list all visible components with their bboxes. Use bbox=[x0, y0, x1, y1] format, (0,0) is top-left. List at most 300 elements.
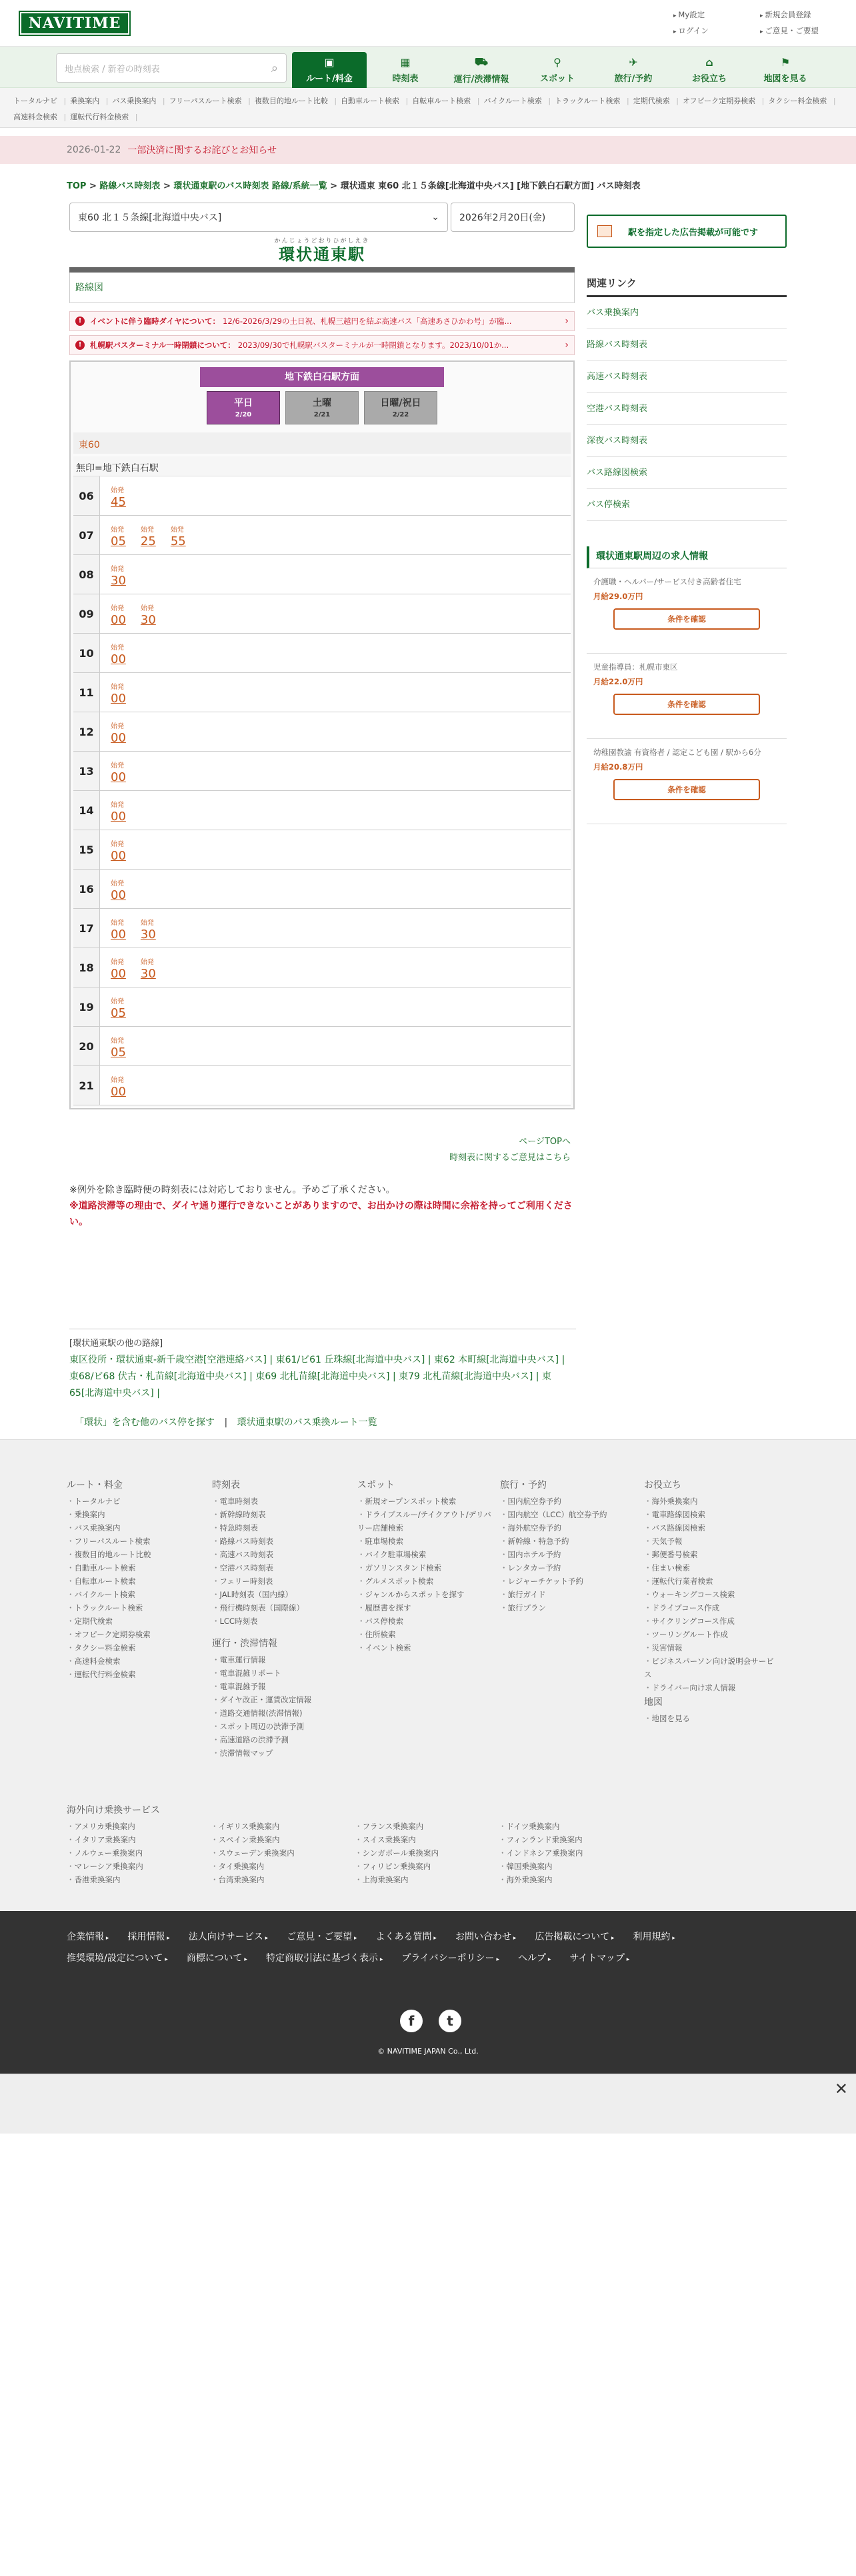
alert-icon: ! bbox=[75, 317, 85, 326]
departure[interactable] bbox=[111, 920, 126, 942]
footer-link[interactable]: ・ ウォーキングコース検索 bbox=[644, 1588, 777, 1601]
login-link[interactable]: ▸ ログイン bbox=[673, 25, 760, 36]
footer-link[interactable]: ・ 運転代行業者検索 bbox=[644, 1575, 777, 1588]
footer-link[interactable]: ・ バイク駐車場検索 bbox=[357, 1548, 494, 1561]
departure[interactable] bbox=[171, 526, 186, 549]
overseas-link[interactable]: ・ タイ乗換案内 bbox=[211, 1860, 355, 1873]
navitime-logo[interactable]: NAVITIME bbox=[19, 11, 131, 36]
subnav-item[interactable]: タクシー料金検索 | bbox=[768, 97, 835, 105]
related-link[interactable]: バス路線図検索 bbox=[587, 457, 787, 489]
breadcrumb-station[interactable]: 環状通東駅のバス時刻表 路線/系統一覧 bbox=[173, 181, 327, 191]
footer-column-title: 旅行・予約 bbox=[500, 1480, 547, 1491]
footer-link[interactable]: ・ 新幹線・特急予約 bbox=[500, 1535, 633, 1548]
alert-event[interactable] bbox=[69, 311, 575, 331]
tab-label: 旅行/予約 bbox=[614, 74, 653, 84]
footer-column bbox=[644, 1479, 777, 1694]
minutes bbox=[100, 634, 134, 672]
footer-column bbox=[644, 1696, 777, 1725]
footer-link[interactable]: ・ ジャンルからスポットを探す bbox=[357, 1588, 494, 1601]
footer-link[interactable]: ・ オフピーク定期券検索 bbox=[67, 1628, 200, 1641]
overseas-link[interactable]: ・ フィンランド乗換案内 bbox=[499, 1833, 643, 1846]
departure[interactable] bbox=[111, 762, 126, 785]
footer-dark-link[interactable]: 採用情報 ▸ bbox=[127, 1927, 169, 1948]
footer-link[interactable]: ・ イベント検索 bbox=[357, 1641, 494, 1654]
subnav-item[interactable]: 定期代検索 | bbox=[633, 97, 679, 105]
day-tab-date: 2/20 bbox=[235, 411, 252, 418]
travel-icon: ✈ bbox=[629, 56, 638, 69]
tab-map[interactable] bbox=[748, 52, 823, 88]
footer-dark-link[interactable]: サイトマップ ▸ bbox=[569, 1948, 629, 1970]
other-routes-title: [環状通東駅の他の路線] bbox=[69, 1339, 163, 1349]
departure-minute[interactable]: 00 bbox=[111, 613, 126, 627]
day-tab-label: 日曜/祝日 bbox=[380, 398, 421, 408]
footer-link[interactable]: ・ ビジネスパーソン向け説明会サービス bbox=[644, 1654, 777, 1681]
tab-spot[interactable] bbox=[520, 52, 595, 88]
related-link[interactable]: 深夜バス時刻表 bbox=[587, 425, 787, 457]
footer-link[interactable]: ・ 旅行プラン bbox=[500, 1601, 633, 1614]
note-temporary: ※例外を除き臨時便の時刻表には対応しておりません。予めご了承ください。 bbox=[69, 1185, 395, 1195]
hour-label: 16 bbox=[73, 870, 100, 908]
other-routes-links[interactable]: 東区役所・環状通東-新千歳空港[空港連絡バス] | 東61/ビ61 丘珠線[北海道中央バス] | 東62 本町線[北海道中央バス] | 東68/ビ68 伏古・札苗線[北海道中央バス] | 東69 北札苗線[北海道中央バス] | 東79 北札苗線[北海道中央バス] | 東65[北海道中央バス] | bbox=[69, 1355, 565, 1399]
departure[interactable] bbox=[111, 959, 126, 981]
footer-link[interactable]: ・ レジャーチケット予約 bbox=[500, 1575, 633, 1588]
footer-overseas bbox=[67, 1804, 787, 1886]
departure-minute[interactable]: 30 bbox=[140, 967, 156, 981]
hour-row bbox=[73, 634, 571, 673]
bus-transfer-route-link[interactable]: 環状通東駅のバス乗換ルート一覧 bbox=[237, 1417, 377, 1428]
departure-origin-label: 始発 bbox=[111, 566, 124, 573]
footer-link[interactable]: ・ 海外航空券予約 bbox=[500, 1521, 633, 1535]
job-title[interactable]: 児童指導員：札幌市東区 bbox=[593, 662, 678, 672]
direction-label: 地下鉄白石駅方面 bbox=[200, 367, 444, 387]
day-tab-date: 2/22 bbox=[392, 411, 409, 418]
select-row bbox=[69, 203, 575, 232]
footer-link[interactable]: ・ フリーパスルート検索 bbox=[67, 1535, 200, 1548]
hour-row bbox=[73, 594, 571, 634]
alert-title: イベントに伴う臨時ダイヤについて： bbox=[90, 317, 221, 326]
departure-minute[interactable]: 05 bbox=[111, 1045, 126, 1059]
overseas-link[interactable]: ・ ノルウェー乗換案内 bbox=[67, 1846, 211, 1860]
subnav-item[interactable]: 運転代行料金検索 | bbox=[70, 113, 137, 121]
footer-dark-link[interactable]: よくある質問 ▸ bbox=[376, 1927, 437, 1948]
search-placeholder: 地点検索 / 新着の時刻表 bbox=[65, 64, 160, 75]
footer-link[interactable]: ・ ドライブスルー/テイクアウト/デリバリー店舗検索 bbox=[357, 1508, 494, 1535]
footer-link[interactable]: ・ 国内航空（LCC）航空券予約 bbox=[500, 1508, 633, 1521]
route-map-link[interactable]: 路線図 bbox=[75, 283, 103, 293]
departure-minute[interactable]: 00 bbox=[111, 731, 126, 745]
footer-link[interactable]: ・ 駐車場検索 bbox=[357, 1535, 494, 1548]
tab-label: 運行/渋滞情報 bbox=[453, 75, 509, 85]
departure-origin-label: 始発 bbox=[140, 605, 154, 612]
footer-column bbox=[212, 1637, 345, 1760]
departure-origin-label: 始発 bbox=[170, 526, 184, 534]
station-ruby: かんじょうどおりひがしえき bbox=[274, 238, 370, 245]
overseas-link[interactable]: ・ イタリア乗換案内 bbox=[67, 1833, 211, 1846]
departure-minute[interactable]: 00 bbox=[111, 967, 126, 981]
gnav-tabs bbox=[292, 52, 823, 88]
minutes bbox=[100, 830, 134, 869]
alert-body: 2023/09/30で札幌駅バスターミナルが一時閉鎖となります。2023/10/01か... bbox=[237, 340, 509, 350]
footer-link[interactable]: ・ レンタカー予約 bbox=[500, 1561, 633, 1575]
related-link[interactable]: 高速バス時刻表 bbox=[587, 361, 787, 393]
subnav-item[interactable]: トラックルート検索 | bbox=[555, 97, 629, 105]
footer-link[interactable]: ・ 乗換案内 bbox=[67, 1508, 200, 1521]
overseas-link[interactable]: ・ スペイン乗換案内 bbox=[211, 1833, 355, 1846]
footer-dark-link[interactable]: お問い合わせ ▸ bbox=[455, 1927, 516, 1948]
job-item bbox=[587, 739, 787, 824]
subnav-item[interactable]: 高速料金検索 | bbox=[13, 113, 66, 121]
departure[interactable] bbox=[141, 526, 156, 549]
footer-link[interactable]: ・ 天気予報 bbox=[644, 1535, 777, 1548]
search-input[interactable] bbox=[56, 53, 287, 83]
departure[interactable] bbox=[111, 487, 126, 510]
twitter-icon[interactable]: t bbox=[439, 2010, 461, 2032]
departure-minute[interactable]: 25 bbox=[140, 534, 156, 548]
footer-link[interactable]: ・ バイクルート検索 bbox=[67, 1588, 200, 1601]
footer-link[interactable]: ・ タクシー料金検索 bbox=[67, 1641, 200, 1654]
departure[interactable] bbox=[111, 644, 126, 667]
page-links bbox=[69, 1134, 571, 1166]
hour-row bbox=[73, 516, 571, 555]
job-title[interactable]: 幼稚園教諭 有資格者 / 認定こども園 / 駅から6分 bbox=[593, 748, 761, 757]
related-link[interactable]: バス停検索 bbox=[587, 489, 787, 521]
route-label: 東60 bbox=[73, 432, 571, 454]
footer-link[interactable]: ・ バス停検索 bbox=[357, 1614, 494, 1628]
related-link[interactable]: バス乗換案内 bbox=[587, 297, 787, 329]
header-links bbox=[673, 9, 840, 36]
related-link[interactable]: 空港バス時刻表 bbox=[587, 393, 787, 425]
hour-row bbox=[73, 752, 571, 791]
departure-minute[interactable]: 00 bbox=[111, 652, 126, 666]
hour-label: 18 bbox=[73, 948, 100, 987]
footer-link[interactable]: ・ 災害情報 bbox=[644, 1641, 777, 1654]
overseas-link[interactable]: ・ マレーシア乗換案内 bbox=[67, 1860, 211, 1873]
footer-link[interactable]: ・ 旅行ガイド bbox=[500, 1588, 633, 1601]
footer-link[interactable]: ・ 特急時刻表 bbox=[212, 1521, 345, 1535]
footer-dark-link[interactable]: 法人向けサービス ▸ bbox=[189, 1927, 268, 1948]
overseas-link[interactable]: ・ 香港乗換案内 bbox=[67, 1873, 211, 1886]
ad-label: 駅を指定した広告掲載が可能です bbox=[628, 227, 759, 238]
station-heading bbox=[69, 236, 575, 265]
footer-link[interactable]: ・ 履歴書を探す bbox=[357, 1601, 494, 1614]
departure-origin-label: 始発 bbox=[111, 526, 124, 534]
alert-body: 12/6-2026/3/29の土日祝、札幌三越円を結ぶ高速バス「高速あさひかわ号」が臨... bbox=[223, 317, 512, 326]
departure-origin-label: 始発 bbox=[140, 526, 154, 534]
departure-minute[interactable]: 00 bbox=[111, 928, 126, 942]
footer-column-title: お役立ち bbox=[644, 1480, 681, 1491]
subnav-item[interactable]: オフピーク定期券検索 | bbox=[683, 97, 764, 105]
legend: 無印=地下鉄白石駅 bbox=[73, 456, 571, 476]
site-header bbox=[0, 0, 856, 47]
hour-row bbox=[73, 870, 571, 909]
job-check-button[interactable]: 条件を確認 bbox=[613, 779, 760, 800]
related-links bbox=[587, 297, 787, 521]
footer-link[interactable]: ・ ガソリンスタンド検索 bbox=[357, 1561, 494, 1575]
departure[interactable] bbox=[141, 959, 156, 981]
day-tab-date: 2/21 bbox=[313, 411, 331, 418]
route-select[interactable] bbox=[69, 203, 448, 232]
hour-label: 09 bbox=[73, 594, 100, 633]
departure-origin-label: 始発 bbox=[111, 1037, 124, 1045]
subnav-item[interactable]: トータルナビ | bbox=[13, 97, 66, 105]
footer-dark-link[interactable]: 企業情報 ▸ bbox=[67, 1927, 109, 1948]
footer-link[interactable]: ・ グルメスポット検索 bbox=[357, 1575, 494, 1588]
main-content bbox=[69, 203, 575, 1109]
footer-dark-link[interactable]: 特定商取引法に基づく表示 ▸ bbox=[266, 1948, 383, 1970]
station-divider bbox=[69, 267, 575, 273]
footer-dark-link[interactable]: 利用規約 ▸ bbox=[633, 1927, 675, 1948]
departure-minute[interactable]: 00 bbox=[111, 1085, 126, 1099]
hour-label: 15 bbox=[73, 830, 100, 869]
footer-link[interactable]: ・ 住所検索 bbox=[357, 1628, 494, 1641]
overseas-link[interactable]: ・ フィリピン乗換案内 bbox=[355, 1860, 499, 1873]
day-tab-saturday[interactable] bbox=[285, 391, 359, 424]
footer-link[interactable]: ・ ダイヤ改正・運賃改定情報 bbox=[212, 1693, 345, 1706]
sidebar bbox=[587, 215, 787, 824]
departure-minute[interactable]: 00 bbox=[111, 770, 126, 784]
overseas-link[interactable]: ・ 台湾乗換案内 bbox=[211, 1873, 355, 1886]
departure-origin-label: 始発 bbox=[140, 920, 154, 927]
bottom-ad-bar bbox=[0, 2074, 856, 2134]
job-salary: 月給29.0万円 bbox=[593, 592, 643, 601]
overseas-link[interactable]: ・ 海外乗換案内 bbox=[499, 1873, 643, 1886]
departure-origin-label: 始発 bbox=[111, 998, 124, 1005]
footer-dark-link[interactable]: ヘルプ ▸ bbox=[518, 1948, 551, 1970]
footer-link[interactable]: ・ 電車混雑リポート bbox=[212, 1666, 345, 1680]
footer-column bbox=[212, 1479, 345, 1628]
departure-origin-label: 始発 bbox=[111, 684, 124, 691]
subnav-item[interactable]: バス乗換案内 | bbox=[112, 97, 165, 105]
tab-label: スポット bbox=[539, 74, 575, 84]
departure-origin-label: 始発 bbox=[111, 605, 124, 612]
subnav-item[interactable]: 自動車ルート検索 | bbox=[341, 97, 408, 105]
hour-label: 21 bbox=[73, 1066, 100, 1105]
station-ad-button[interactable] bbox=[587, 215, 787, 248]
feedback-link[interactable]: ▸ ご意見・ご要望 bbox=[760, 25, 840, 36]
minutes bbox=[100, 673, 134, 712]
footer-link[interactable]: ・ 運転代行料金検索 bbox=[67, 1668, 200, 1681]
other-routes bbox=[69, 1329, 576, 1402]
hour-rows bbox=[73, 476, 571, 1105]
footer-link[interactable]: ・ 国内航空券予約 bbox=[500, 1495, 633, 1508]
footer-dark-link[interactable]: 商標について ▸ bbox=[187, 1948, 247, 1970]
timetable bbox=[69, 360, 575, 1109]
footer-link[interactable]: ・ バス路線図検索 bbox=[644, 1521, 777, 1535]
footer-link[interactable]: ・ 路線バス時刻表 bbox=[212, 1535, 345, 1548]
departure[interactable] bbox=[111, 880, 126, 903]
alerts bbox=[69, 311, 575, 355]
day-tab-weekday[interactable] bbox=[207, 391, 280, 424]
notice-text[interactable]: 一部決済に関するお詫びとお知らせ bbox=[127, 145, 277, 156]
footer-link[interactable]: ・ 国内ホテル予約 bbox=[500, 1548, 633, 1561]
tab-label: ルート/料金 bbox=[306, 74, 353, 84]
my-settings-link[interactable]: ▸ My設定 bbox=[673, 9, 760, 20]
departure[interactable] bbox=[111, 802, 126, 824]
footer-link[interactable]: ・ LCC時刻表 bbox=[212, 1614, 345, 1628]
minutes bbox=[100, 948, 164, 987]
minutes bbox=[100, 909, 164, 948]
footer-link[interactable]: ・ 自転車ルート検索 bbox=[67, 1575, 200, 1588]
footer-link[interactable]: ・ 郵便番号検索 bbox=[644, 1548, 777, 1561]
departure[interactable] bbox=[111, 1037, 126, 1060]
hour-row bbox=[73, 712, 571, 752]
departure[interactable] bbox=[111, 684, 126, 706]
overseas-link[interactable]: ・ ドイツ乗換案内 bbox=[499, 1820, 643, 1833]
footer-dark-link[interactable]: 推奨環境/設定について ▸ bbox=[67, 1948, 168, 1970]
footer-link[interactable]: ・ 高速料金検索 bbox=[67, 1654, 200, 1668]
job-check-button[interactable]: 条件を確認 bbox=[613, 608, 760, 630]
subnav-item[interactable]: 自転車ルート検索 | bbox=[412, 97, 479, 105]
tab-timetable[interactable] bbox=[368, 52, 443, 88]
breadcrumb-bus-timetable[interactable]: 路線バス時刻表 bbox=[99, 181, 161, 191]
footer-link[interactable]: ・ 新幹線時刻表 bbox=[212, 1508, 345, 1521]
hour-label: 10 bbox=[73, 634, 100, 672]
departure-minute[interactable]: 05 bbox=[111, 534, 126, 548]
footer-column bbox=[500, 1479, 633, 1614]
footer-dark-link[interactable]: 広告掲載について ▸ bbox=[535, 1927, 614, 1948]
related-links-title: 関連リンク bbox=[587, 276, 787, 297]
departure-minute[interactable]: 45 bbox=[111, 495, 126, 509]
overseas-link[interactable]: ・ シンガポール乗換案内 bbox=[355, 1846, 499, 1860]
footer-link[interactable]: ・ ドライバー向け求人情報 bbox=[644, 1681, 777, 1694]
footer-link[interactable]: ・ バス乗換案内 bbox=[67, 1521, 200, 1535]
footer-link[interactable]: ・ サイクリングコース作成 bbox=[644, 1614, 777, 1628]
tab-travel[interactable] bbox=[596, 52, 671, 88]
subnav-item[interactable]: バイクルート検索 | bbox=[483, 97, 551, 105]
timetable-feedback-link[interactable]: 時刻表に関するご意見はこちら bbox=[449, 1153, 571, 1163]
subnav-item[interactable]: フリーパスルート検索 | bbox=[169, 97, 251, 105]
departure[interactable] bbox=[111, 723, 126, 746]
hour-label: 20 bbox=[73, 1027, 100, 1065]
departure[interactable] bbox=[111, 841, 126, 864]
job-title[interactable]: 介護職・ヘルパー/サービス付き高齢者住宅 bbox=[593, 577, 741, 586]
search-icon[interactable]: ⌕ bbox=[271, 61, 278, 75]
footer-link[interactable]: ・ 電車混雑予報 bbox=[212, 1680, 345, 1693]
useful-icon: ⌂ bbox=[705, 56, 713, 69]
footer-link[interactable]: ・ 自動車ルート検索 bbox=[67, 1561, 200, 1575]
footer-link[interactable]: ・ トータルナビ bbox=[67, 1495, 200, 1508]
related-link[interactable]: 路線バス時刻表 bbox=[587, 329, 787, 361]
footer-link[interactable]: ・ 海外乗換案内 bbox=[644, 1495, 777, 1508]
footer-link[interactable]: ・ 電車路線図検索 bbox=[644, 1508, 777, 1521]
footer-link[interactable]: ・ ドライブコース作成 bbox=[644, 1601, 777, 1614]
footer-link[interactable]: ・ スポット周辺の渋滞予測 bbox=[212, 1720, 345, 1733]
departure-minute[interactable]: 00 bbox=[111, 888, 126, 902]
departure-minute[interactable]: 55 bbox=[170, 534, 186, 548]
day-tab-label: 土曜 bbox=[313, 398, 331, 408]
facebook-icon[interactable]: f bbox=[400, 2010, 423, 2032]
departure-minute[interactable]: 00 bbox=[111, 849, 126, 863]
footer-link[interactable]: ・ 空港バス時刻表 bbox=[212, 1561, 345, 1575]
footer-link[interactable]: ・ 渋滞情報マップ bbox=[212, 1746, 345, 1760]
overseas-link[interactable]: ・ 韓国乗換案内 bbox=[499, 1860, 643, 1873]
footer-link[interactable]: ・ 複数目的地ルート比較 bbox=[67, 1548, 200, 1561]
overseas-link[interactable]: ・ スイス乗換案内 bbox=[355, 1833, 499, 1846]
day-tab-label: 平日 bbox=[234, 398, 253, 408]
departure[interactable] bbox=[111, 566, 126, 588]
notice-bar[interactable] bbox=[0, 136, 856, 164]
minutes bbox=[100, 870, 134, 908]
footer-link[interactable]: ・ 住まい検索 bbox=[644, 1561, 777, 1575]
overseas-link[interactable]: ・ スウェーデン乗換案内 bbox=[211, 1846, 355, 1860]
footer-link[interactable]: ・ JAL時刻表（国内線） bbox=[212, 1588, 345, 1601]
hour-label: 14 bbox=[73, 791, 100, 830]
departure[interactable] bbox=[141, 605, 156, 628]
subnav-item[interactable]: 複数目的地ルート比較 | bbox=[255, 97, 337, 105]
footer-link[interactable]: ・ 高速バス時刻表 bbox=[212, 1548, 345, 1561]
register-link[interactable]: ▸ 新規会員登録 bbox=[760, 9, 840, 20]
overseas-link[interactable]: ・ 上海乗換案内 bbox=[355, 1873, 499, 1886]
traffic-icon: ⛟ bbox=[474, 55, 489, 68]
overseas-link[interactable]: ・ アメリカ乗換案内 bbox=[67, 1820, 211, 1833]
subnav-item[interactable]: 乗換案内 | bbox=[70, 97, 108, 105]
minutes bbox=[100, 476, 134, 515]
overseas-link[interactable]: ・ イギリス乗換案内 bbox=[211, 1820, 355, 1833]
departure[interactable] bbox=[111, 605, 126, 628]
minutes bbox=[100, 594, 164, 633]
separator: | bbox=[224, 1417, 228, 1428]
footer-link[interactable]: ・ 電車運行情報 bbox=[212, 1653, 345, 1666]
footer-link[interactable]: ・ フェリー時刻表 bbox=[212, 1575, 345, 1588]
overseas-link[interactable]: ・ フランス乗換案内 bbox=[355, 1820, 499, 1833]
close-icon[interactable]: ✕ bbox=[834, 2080, 848, 2098]
footer-link[interactable]: ・ 新規オープンスポット検索 bbox=[357, 1495, 494, 1508]
departure-minute[interactable]: 30 bbox=[111, 574, 126, 588]
overseas-grid bbox=[67, 1820, 787, 1886]
notice-date: 2026-01-22 bbox=[67, 145, 121, 155]
date-select[interactable] bbox=[451, 203, 575, 232]
copyright: © NAVITIME JAPAN Co., Ltd. bbox=[377, 2047, 479, 2056]
footer-link[interactable]: ・ 地図を見る bbox=[644, 1712, 777, 1725]
departure-origin-label: 始発 bbox=[111, 880, 124, 888]
pagetop-link[interactable]: ページTOPへ bbox=[519, 1137, 571, 1147]
footer-dark-link[interactable]: ご意見・ご要望 ▸ bbox=[287, 1927, 357, 1948]
chevron-right-icon: › bbox=[565, 316, 569, 326]
job-check-button[interactable]: 条件を確認 bbox=[613, 694, 760, 715]
departure[interactable] bbox=[111, 526, 126, 549]
departure-minute[interactable]: 00 bbox=[111, 810, 126, 824]
footer-link[interactable]: ・ ツーリングルート作成 bbox=[644, 1628, 777, 1641]
departure-minute[interactable]: 30 bbox=[140, 928, 156, 942]
departure-minute[interactable]: 05 bbox=[111, 1006, 126, 1020]
footer-link[interactable]: ・ 道路交通情報(渋滞情報) bbox=[212, 1706, 345, 1720]
overseas-link[interactable]: ・ インドネシア乗換案内 bbox=[499, 1846, 643, 1860]
minutes bbox=[100, 752, 134, 790]
departure[interactable] bbox=[141, 920, 156, 942]
footer-link[interactable]: ・ 飛行機時刻表（国際線） bbox=[212, 1601, 345, 1614]
tab-useful[interactable] bbox=[672, 52, 747, 88]
tab-traffic[interactable] bbox=[444, 52, 519, 88]
footer-link[interactable]: ・ 高速道路の渋滞予測 bbox=[212, 1733, 345, 1746]
footer-dark-link[interactable]: プライバシーポリシー ▸ bbox=[401, 1948, 499, 1970]
search-kanjo-link[interactable]: 「環状」を含む他のバス停を探す bbox=[75, 1417, 215, 1428]
alert-terminal[interactable] bbox=[69, 335, 575, 355]
note-traffic-warning: ※道路渋滞等の理由で、ダイヤ通り運行できないことがありますので、お出かけの際は時間に余裕を持ってご利用ください。 bbox=[69, 1201, 573, 1227]
departure-origin-label: 始発 bbox=[140, 959, 154, 966]
departure-minute[interactable]: 00 bbox=[111, 692, 126, 706]
route-icon: ▣ bbox=[324, 56, 335, 69]
breadcrumb-top[interactable]: TOP bbox=[67, 181, 87, 191]
departure-minute[interactable]: 30 bbox=[140, 613, 156, 627]
footer-link[interactable]: ・ 定期代検索 bbox=[67, 1614, 200, 1628]
tab-route-fare[interactable] bbox=[292, 52, 367, 88]
departure[interactable] bbox=[111, 998, 126, 1021]
footer-link[interactable]: ・ トラックルート検索 bbox=[67, 1601, 200, 1614]
departure[interactable] bbox=[111, 1077, 126, 1099]
footer-link[interactable]: ・ 電車時刻表 bbox=[212, 1495, 345, 1508]
day-tab-holiday[interactable] bbox=[364, 391, 437, 424]
hour-label: 12 bbox=[73, 712, 100, 751]
